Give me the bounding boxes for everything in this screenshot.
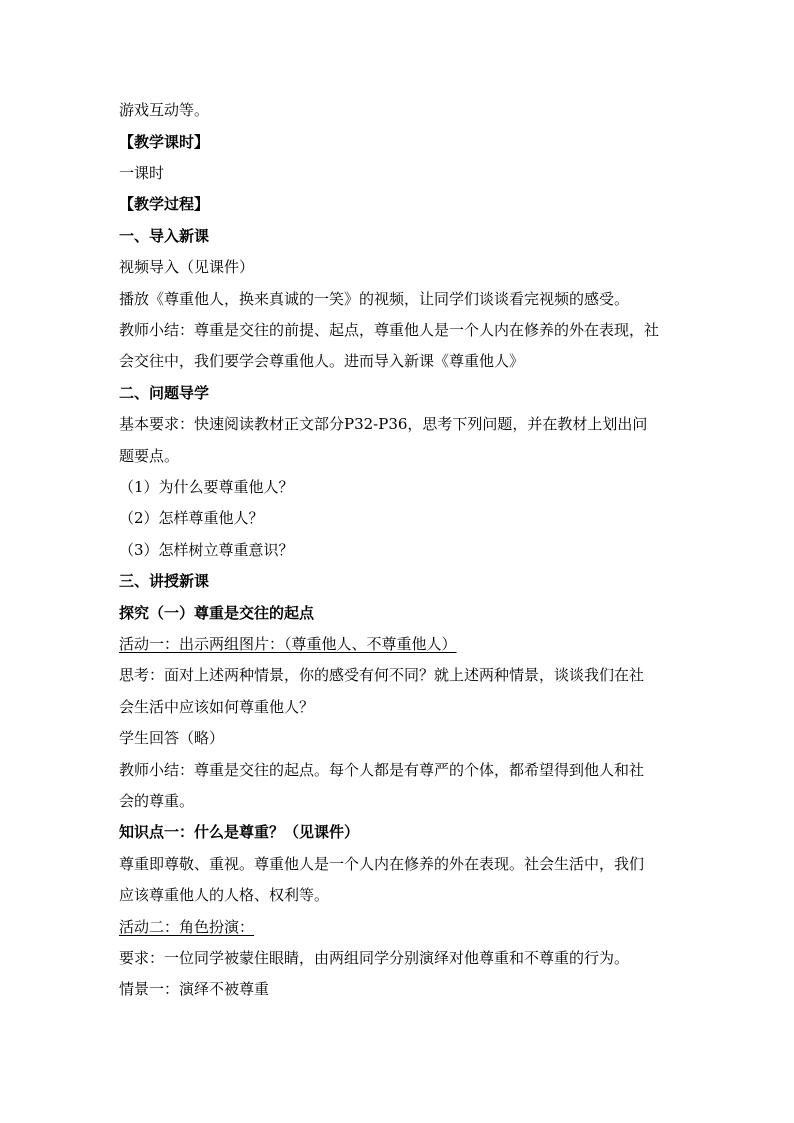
text-line: 要求：一位同学被蒙住眼睛，由两组同学分别演绎对他尊重和不尊重的行为。 bbox=[119, 949, 630, 967]
text-line: 会生活中应该如何尊重他人？ bbox=[119, 698, 315, 716]
section-heading: 【教学过程】 bbox=[119, 195, 210, 213]
activity-heading: 活动二：角色扮演： bbox=[119, 918, 255, 936]
question-item: （2）怎样尊重他人？ bbox=[119, 509, 264, 527]
question-item: （1）为什么要尊重他人？ bbox=[119, 478, 294, 496]
subsection-heading: 探究（一）尊重是交往的起点 bbox=[119, 604, 315, 622]
text-line: 思考：面对上述两种情景，你的感受有何不同？就上述两种情景，谈谈我们在社 bbox=[119, 666, 645, 684]
text-line: 题要点。 bbox=[119, 447, 180, 465]
text-line: 游戏互动等。 bbox=[119, 101, 210, 119]
text-line: 应该尊重他人的人格、权利等。 bbox=[119, 886, 330, 904]
activity-heading: 活动一：出示两组图片：（尊重他人、不尊重他人） bbox=[119, 635, 457, 653]
text-line: 教师小结：尊重是交往的前提、起点，尊重他人是一个人内在修养的外在表现，社 bbox=[119, 321, 660, 339]
section-heading: 三、讲授新课 bbox=[119, 572, 210, 590]
text-line: 会的尊重。 bbox=[119, 792, 195, 810]
text-line: 会交往中，我们要学会尊重他人。进而导入新课《尊重他人》 bbox=[119, 352, 525, 370]
section-heading: 一、导入新课 bbox=[119, 227, 210, 245]
text-line: 基本要求：快速阅读教材正文部分P32-P36，思考下列问题，并在教材上划出问 bbox=[119, 415, 648, 433]
text-line: 播放《尊重他人，换来真诚的一笑》的视频，让同学们谈谈看完视频的感受。 bbox=[119, 290, 630, 308]
text-line: 尊重即尊敬、重视。尊重他人是一个人内在修养的外在表现。社会生活中，我们 bbox=[119, 855, 645, 873]
question-item: （3）怎样树立尊重意识？ bbox=[119, 541, 294, 559]
knowledge-point-heading: 知识点一：什么是尊重？（见课件） bbox=[119, 823, 360, 841]
section-heading: 二、问题导学 bbox=[119, 384, 210, 402]
text-line: 一课时 bbox=[119, 164, 165, 182]
text-line: 教师小结：尊重是交往的起点。每个人都是有尊严的个体，都希望得到他人和社 bbox=[119, 761, 645, 779]
text-line: 学生回答（略） bbox=[119, 729, 225, 747]
section-heading: 【教学课时】 bbox=[119, 133, 210, 151]
text-line: 视频导入（见课件） bbox=[119, 258, 255, 276]
text-line: 情景一：演绎不被尊重 bbox=[119, 980, 270, 998]
